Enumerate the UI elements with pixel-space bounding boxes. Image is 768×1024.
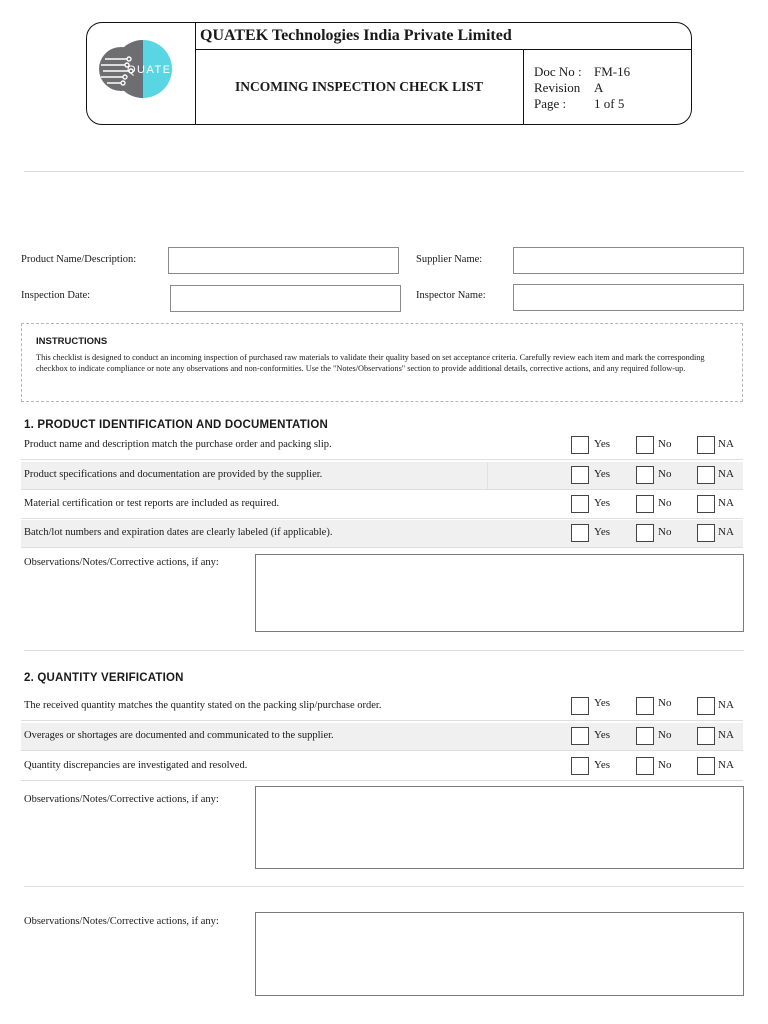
observations-label: Observations/Notes/Corrective actions, if any: — [24, 557, 219, 568]
no-label: No — [658, 497, 672, 509]
row-divider — [21, 750, 743, 751]
no-label: No — [658, 468, 672, 480]
document-header — [86, 22, 692, 125]
check-item-text: Product name and description match the purchase order and packing slip. — [24, 439, 332, 450]
table-row — [21, 432, 743, 460]
company-name: QUATEK Technologies India Private Limited — [195, 23, 691, 50]
yes-label: Yes — [594, 497, 611, 509]
no-checkbox[interactable] — [636, 757, 654, 775]
yes-label: Yes — [594, 526, 611, 538]
na-checkbox[interactable] — [697, 757, 715, 775]
row-divider — [21, 720, 743, 721]
yes-label: Yes — [594, 438, 611, 450]
table-row — [21, 491, 743, 519]
divider — [24, 886, 744, 887]
na-label: NA — [718, 729, 734, 741]
page-label: Page : — [534, 96, 567, 111]
inspection-date-field[interactable] — [170, 285, 401, 312]
observations-field[interactable] — [255, 912, 744, 996]
yes-checkbox[interactable] — [571, 495, 589, 513]
logo-cell — [87, 23, 196, 124]
supplier-name-field[interactable] — [513, 247, 744, 274]
no-label: No — [658, 729, 672, 741]
check-item-text: Product specifications and documentation are provided by the supplier. — [24, 469, 323, 480]
page-value: 1 of 5 — [594, 96, 625, 111]
divider — [24, 650, 744, 651]
na-label: NA — [718, 699, 734, 711]
section-2-title: 2. QUANTITY VERIFICATION — [24, 672, 184, 684]
no-label: No — [658, 697, 672, 709]
inspector-name-field[interactable] — [513, 284, 744, 311]
yes-checkbox[interactable] — [571, 524, 589, 542]
table-row — [21, 520, 743, 548]
row-divider — [21, 780, 743, 781]
observations-field[interactable] — [255, 786, 744, 869]
doc-no-label: Doc No : — [534, 64, 582, 79]
na-label: NA — [718, 497, 734, 509]
yes-checkbox[interactable] — [571, 727, 589, 745]
na-checkbox[interactable] — [697, 524, 715, 542]
no-checkbox[interactable] — [636, 495, 654, 513]
table-row — [21, 723, 743, 751]
row-divider — [21, 459, 743, 460]
no-checkbox[interactable] — [636, 466, 654, 484]
revision-row — [534, 80, 603, 96]
row-divider — [21, 547, 743, 548]
revision-label: Revision — [534, 80, 581, 95]
row-divider — [21, 518, 743, 519]
yes-checkbox[interactable] — [571, 436, 589, 454]
no-checkbox[interactable] — [636, 524, 654, 542]
table-row — [21, 462, 743, 490]
instructions-text: This checklist is designed to conduct an incoming inspection of purchased raw materials to validate their quality based on set acceptance criteria. Carefully review each item and mark the corresponding checkbox to indicate compliance or note any observations and non-conformities. Use the "Notes/Observations" section to provide additional details, corrective actions, and any required follow-up. — [36, 353, 705, 373]
page-row — [534, 96, 624, 112]
na-label: NA — [718, 438, 734, 450]
yes-label: Yes — [594, 697, 611, 709]
product-name-field[interactable] — [168, 247, 399, 274]
table-row — [21, 693, 743, 721]
na-checkbox[interactable] — [697, 727, 715, 745]
check-item-text: Overages or shortages are documented and communicated to the supplier. — [24, 730, 334, 741]
no-label: No — [658, 759, 672, 771]
revision-value: A — [594, 80, 604, 95]
section-1-title: 1. PRODUCT IDENTIFICATION AND DOCUMENTATION — [24, 419, 328, 431]
no-checkbox[interactable] — [636, 727, 654, 745]
no-checkbox[interactable] — [636, 697, 654, 715]
instructions-box — [21, 323, 743, 402]
na-checkbox[interactable] — [697, 495, 715, 513]
observations-field[interactable] — [255, 554, 744, 632]
doc-no-value: FM-16 — [594, 64, 631, 79]
yes-label: Yes — [594, 468, 611, 480]
na-checkbox[interactable] — [697, 466, 715, 484]
observations-label: Observations/Notes/Corrective actions, if any: — [24, 916, 219, 927]
yes-checkbox[interactable] — [571, 466, 589, 484]
yes-label: Yes — [594, 729, 611, 741]
na-label: NA — [718, 468, 734, 480]
check-item-text: Batch/lot numbers and expiration dates are clearly labeled (if applicable). — [24, 527, 333, 538]
inspector-name-label: Inspector Name: — [416, 290, 486, 301]
table-row — [21, 753, 743, 781]
no-label: No — [658, 438, 672, 450]
product-name-label: Product Name/Description: — [21, 254, 137, 265]
divider — [24, 171, 744, 172]
yes-checkbox[interactable] — [571, 697, 589, 715]
quatek-logo — [91, 35, 191, 105]
doc-meta — [523, 50, 691, 124]
logo-wordmark: QUATEK — [127, 64, 181, 76]
document-title: INCOMING INSPECTION CHECK LIST — [235, 79, 483, 94]
na-label: NA — [718, 759, 734, 771]
no-label: No — [658, 526, 672, 538]
supplier-name-label: Supplier Name: — [416, 254, 483, 265]
check-item-text: Quantity discrepancies are investigated and resolved. — [24, 760, 248, 771]
check-item-text: The received quantity matches the quantity stated on the packing slip/purchase order. — [24, 700, 382, 711]
row-divider — [21, 489, 743, 490]
inspection-date-label: Inspection Date: — [21, 290, 91, 301]
observations-label: Observations/Notes/Corrective actions, if any: — [24, 794, 219, 805]
doc-no-row — [534, 64, 630, 80]
column-divider — [487, 462, 488, 490]
yes-checkbox[interactable] — [571, 757, 589, 775]
no-checkbox[interactable] — [636, 436, 654, 454]
instructions-heading: INSTRUCTIONS — [36, 336, 108, 347]
yes-label: Yes — [594, 759, 611, 771]
na-label: NA — [718, 526, 734, 538]
na-checkbox[interactable] — [697, 697, 715, 715]
na-checkbox[interactable] — [697, 436, 715, 454]
check-item-text: Material certification or test reports are included as required. — [24, 498, 280, 509]
